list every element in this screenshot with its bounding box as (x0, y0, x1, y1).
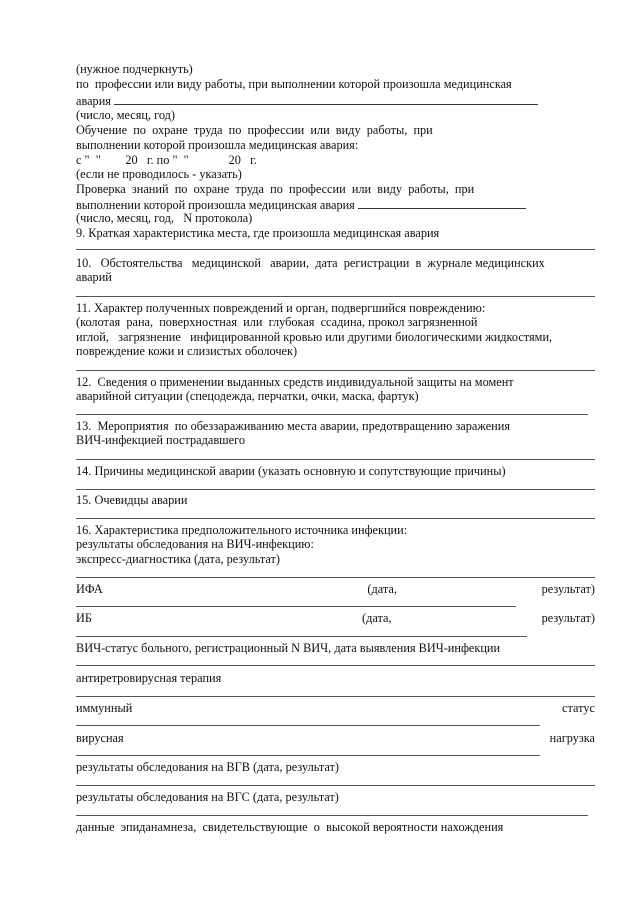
text-line: иглой, загрязнение инфицированной кровью или другими биологическими жидкостями, (76, 330, 553, 344)
text-line: ВИЧ-статус больного, регистрационный N ВИЧ, дата выявления ВИЧ-инфекции (76, 641, 501, 655)
ib-date-label: (дата, (362, 611, 392, 625)
status-label: статус (562, 701, 595, 715)
blank-field[interactable] (114, 93, 538, 105)
text-line: авария (76, 93, 538, 108)
fill-line[interactable] (76, 785, 595, 786)
text-line: с " " 20 г. по " " 20 г. (76, 153, 257, 167)
fill-line[interactable] (76, 577, 595, 578)
text-line: выполнении которой произошла медицинская авария (76, 197, 526, 212)
fill-line[interactable] (76, 489, 595, 490)
viral-load-row (76, 731, 595, 745)
ifa-label: ИФА (76, 582, 103, 596)
ib-result-label: результат) (541, 611, 595, 625)
text-line: результаты обследования на ВИЧ-инфекцию: (76, 537, 314, 551)
text-line: экспресс-диагностика (дата, результат) (76, 552, 281, 566)
fill-line[interactable] (76, 636, 527, 637)
ib-label: ИБ (76, 611, 92, 625)
fill-line[interactable] (76, 815, 588, 816)
text-line: 14. Причины медицинской аварии (указать основную и сопутствующие причины) (76, 464, 506, 478)
text-line: данные эпиданамнеза, свидетельствующие о высокой вероятности нахождения (76, 820, 504, 834)
text-line: результаты обследования на ВГВ (дата, результат) (76, 760, 340, 774)
fill-line[interactable] (76, 249, 595, 250)
blank-field[interactable] (358, 197, 526, 209)
text-line: результаты обследования на ВГС (дата, результат) (76, 790, 339, 804)
ifa-result-label: результат) (541, 582, 595, 596)
fill-line[interactable] (76, 414, 588, 415)
text-line: аварий (76, 270, 112, 284)
text-line: (колотая рана, поверхностная или глубокая ссадина, прокол загрязненной (76, 315, 478, 329)
text-line: (число, месяц, год) (76, 108, 176, 122)
text-line: (нужное подчеркнуть) (76, 62, 193, 76)
text-line: (число, месяц, год, N протокола) (76, 211, 253, 225)
fill-line[interactable] (76, 606, 516, 607)
fill-line[interactable] (76, 755, 540, 756)
fill-line[interactable] (76, 370, 595, 371)
text-line: (если не проводилось - указать) (76, 167, 242, 181)
text-line: 11. Характер полученных повреждений и орган, подвергшийся повреждению: (76, 301, 486, 315)
fill-line[interactable] (76, 725, 540, 726)
text-line: 15. Очевидцы аварии (76, 493, 188, 507)
text-line: повреждение кожи и слизистых оболочек) (76, 344, 298, 358)
text-line: ВИЧ-инфекцией пострадавшего (76, 433, 245, 447)
load-label: нагрузка (549, 731, 595, 745)
text-line: аварийной ситуации (спецодежда, перчатки, очки, маска, фартук) (76, 389, 419, 403)
text-line: Обучение по охране труда по профессии или виду работы, при (76, 123, 433, 137)
text-line: Проверка знаний по охране труда по профессии или виду работы, при (76, 182, 475, 196)
text-line: по профессии или виду работы, при выполнении которой произошла медицинская (76, 77, 512, 91)
text-line: 12. Сведения о применении выданных средств индивидуальной защиты на момент (76, 375, 514, 389)
ib-row (76, 611, 595, 625)
ifa-row (76, 582, 595, 596)
fill-line[interactable] (76, 296, 595, 297)
viral-label: вирусная (76, 731, 124, 745)
text-line: 10. Обстоятельства медицинской аварии, дата регистрации в журнале медицинских (76, 256, 545, 270)
text-line: 13. Мероприятия по обеззараживанию места аварии, предотвращению заражения (76, 419, 510, 433)
text-line: выполнении которой произошла медицинская авария: (76, 138, 359, 152)
fill-line[interactable] (76, 665, 595, 666)
text-line: 16. Характеристика предположительного источника инфекции: (76, 523, 408, 537)
fill-line[interactable] (76, 518, 595, 519)
immune-status-row (76, 701, 595, 715)
ifa-date-label: (дата, (367, 582, 397, 596)
fill-line[interactable] (76, 459, 595, 460)
text-line: антиретровирусная терапия (76, 671, 222, 685)
immune-label: иммунный (76, 701, 133, 715)
text-line: 9. Краткая характеристика места, где произошла медицинская авария (76, 226, 440, 240)
fill-line[interactable] (76, 696, 595, 697)
